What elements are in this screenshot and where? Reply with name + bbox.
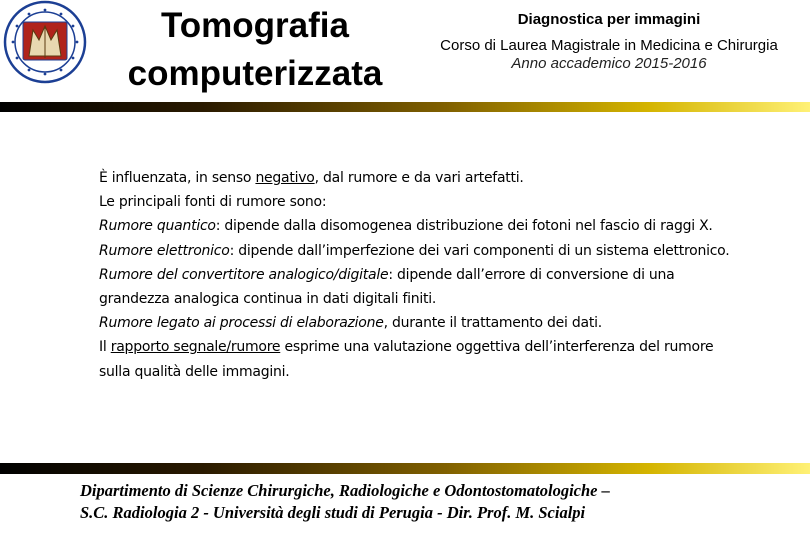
body-paragraph-4 <box>99 239 739 263</box>
text-run-underlined: rapporto segnale/rumore <box>110 339 281 356</box>
slide-body <box>99 166 739 384</box>
noise-description: : dipende dall’errore di conversione di una grandezza analogica continua in dati digitali finiti. <box>99 266 675 308</box>
text-run: , dal rumore e da vari artefatti. <box>314 170 524 186</box>
top-divider-bar <box>0 102 810 112</box>
text-run: esprime una valutazione oggettiva dell’interferenza del rumore sulla qualità delle immagini. <box>99 339 714 380</box>
footer <box>80 480 780 524</box>
noise-term: Rumore legato ai processi di elaborazione <box>99 315 384 332</box>
course-degree: Corso di Laurea Magistrale in Medicina e Chirurgia <box>440 37 778 54</box>
course-subject: Diagnostica per immagini <box>517 11 701 28</box>
footer-unit: S.C. Radiologia 2 - Università degli studi di Perugia - Dir. Prof. M. Scialpi <box>80 503 586 522</box>
bottom-divider-bar <box>0 463 810 474</box>
body-paragraph-2: Le principali fonti di rumore sono: <box>99 194 327 211</box>
university-seal-logo <box>3 0 87 84</box>
text-run: È influenzata, in senso <box>99 170 256 186</box>
body-paragraph-7 <box>99 335 739 383</box>
footer-department: Dipartimento di Scienze Chirurgiche, Radiologiche e Odontostomatologiche – <box>80 481 610 500</box>
noise-term: Rumore del convertitore analogico/digitale <box>99 266 389 283</box>
noise-description: : dipende dall’imperfezione dei vari componenti di un sistema elettronico. <box>229 242 730 259</box>
course-info <box>408 10 810 72</box>
body-paragraph-5 <box>99 263 739 311</box>
noise-description: : dipende dalla disomogenea distribuzione dei fotoni nel fascio di raggi X. <box>215 218 713 235</box>
noise-term: Rumore quantico <box>99 218 216 235</box>
body-paragraph-1 <box>99 166 739 190</box>
body-paragraph-6 <box>99 311 739 335</box>
noise-term: Rumore elettronico <box>99 242 230 259</box>
text-run: Il <box>99 339 111 356</box>
body-paragraph-3 <box>99 214 739 238</box>
academic-year: Anno accademico 2015-2016 <box>511 55 707 72</box>
text-run-underlined: negativo <box>255 170 315 186</box>
slide-title-line1: Tomografia <box>161 6 349 45</box>
slide-title-line2: computerizzata <box>127 54 383 93</box>
slide-title <box>100 2 410 98</box>
noise-description: , durante il trattamento dei dati. <box>383 315 602 332</box>
